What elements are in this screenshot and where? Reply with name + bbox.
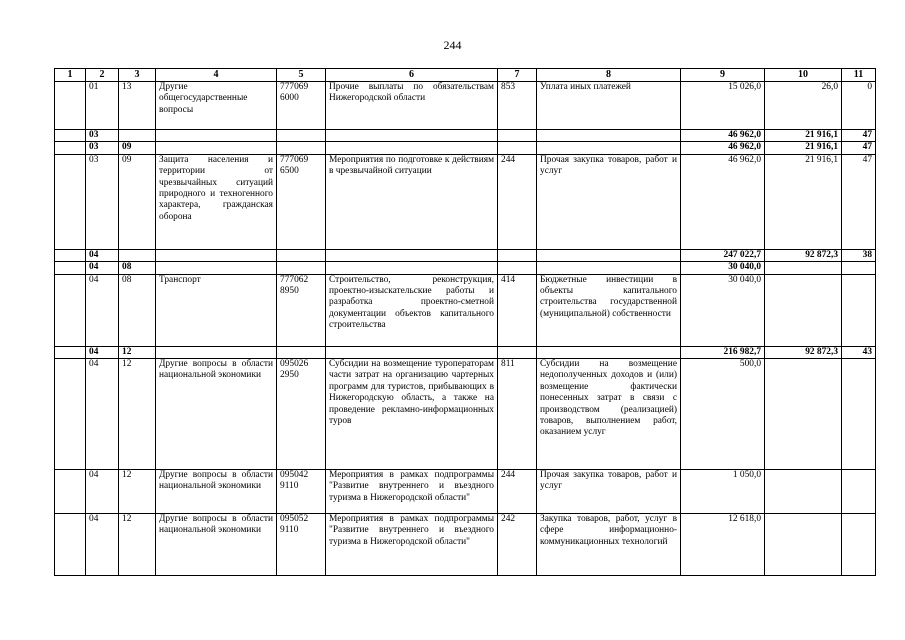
percent-cell: [842, 262, 876, 274]
section-code-cell: 04: [86, 249, 119, 261]
executed-amount-cell: 21 916,1: [765, 130, 842, 142]
blank-cell: [55, 274, 86, 346]
section-code-cell: 04: [86, 346, 119, 358]
percent-cell: [842, 514, 876, 576]
table-row: [55, 82, 876, 130]
subtotal-row: [55, 346, 876, 358]
table-row: [55, 274, 876, 346]
column-header: 7: [498, 69, 537, 82]
executed-amount-cell: [765, 262, 842, 274]
subsection-code-cell: 13: [119, 82, 156, 130]
executed-amount-cell: [765, 274, 842, 346]
blank-cell: [55, 514, 86, 576]
section-code-cell: 03: [86, 142, 119, 154]
article-name-cell: [326, 346, 498, 358]
subtotal-row: [55, 142, 876, 154]
expense-type-cell: [498, 249, 537, 261]
planned-amount-cell: 1 050,0: [681, 470, 765, 514]
expense-type-cell: [498, 262, 537, 274]
subsection-code-cell: 12: [119, 346, 156, 358]
planned-amount-cell: 247 022,7: [681, 249, 765, 261]
subtotal-row: [55, 262, 876, 274]
executed-amount-cell: 26,0: [765, 82, 842, 130]
column-header: 8: [537, 69, 681, 82]
percent-cell: 43: [842, 346, 876, 358]
column-header: 11: [842, 69, 876, 82]
article-name-cell: Прочие выплаты по обязательствам Нижегородской области: [326, 82, 498, 130]
subsection-code-cell: 09: [119, 154, 156, 249]
blank-cell: [55, 249, 86, 261]
percent-cell: 47: [842, 130, 876, 142]
section-name-cell: Защита населения и территории от чрезвычайных ситуаций природного и техногенного характера, гражданская оборона: [156, 154, 277, 249]
expense-type-name-cell: [537, 142, 681, 154]
planned-amount-cell: 500,0: [681, 359, 765, 470]
executed-amount-cell: 92 872,3: [765, 249, 842, 261]
executed-amount-cell: [765, 470, 842, 514]
section-code-cell: 04: [86, 274, 119, 346]
expense-type-name-cell: [537, 130, 681, 142]
target-article-cell: 095052 9110: [277, 514, 326, 576]
table-row: [55, 514, 876, 576]
table-row: [55, 359, 876, 470]
subsection-code-cell: 12: [119, 470, 156, 514]
executed-amount-cell: 21 916,1: [765, 142, 842, 154]
expense-type-cell: 853: [498, 82, 537, 130]
expense-type-name-cell: Бюджетные инвестиции в объекты капитального строительства государственной (муниципальной) собственности: [537, 274, 681, 346]
column-header: 1: [55, 69, 86, 82]
section-code-cell: 04: [86, 359, 119, 470]
target-article-cell: [277, 346, 326, 358]
section-code-cell: 01: [86, 82, 119, 130]
article-name-cell: [326, 142, 498, 154]
article-name-cell: Строительство, реконструкция, проектно-изыскательские работы и разработка проектно-сметной документации объектов капитального строительства: [326, 274, 498, 346]
blank-cell: [55, 470, 86, 514]
article-name-cell: Субсидии на возмещение туроператорам части затрат на организацию чартерных программ для туристов, прибывающих в Нижегородскую область, а также на проведение рекламно-информационных туров: [326, 359, 498, 470]
expense-type-name-cell: Закупка товаров, работ, услуг в сфере информационно-коммуникационных технологий: [537, 514, 681, 576]
article-name-cell: [326, 130, 498, 142]
subsection-code-cell: 08: [119, 274, 156, 346]
section-name-cell: Другие вопросы в области национальной экономики: [156, 359, 277, 470]
article-name-cell: [326, 262, 498, 274]
expense-type-name-cell: [537, 249, 681, 261]
percent-cell: 47: [842, 142, 876, 154]
planned-amount-cell: 216 982,7: [681, 346, 765, 358]
expense-type-cell: 242: [498, 514, 537, 576]
section-code-cell: 04: [86, 514, 119, 576]
subsection-code-cell: 12: [119, 359, 156, 470]
blank-cell: [55, 154, 86, 249]
target-article-cell: 095042 9110: [277, 470, 326, 514]
subsection-code-cell: 12: [119, 514, 156, 576]
section-name-cell: Другие вопросы в области национальной экономики: [156, 470, 277, 514]
section-name-cell: [156, 249, 277, 261]
column-header: 2: [86, 69, 119, 82]
subsection-code-cell: 09: [119, 142, 156, 154]
subsection-code-cell: [119, 249, 156, 261]
planned-amount-cell: 30 040,0: [681, 274, 765, 346]
blank-cell: [55, 262, 86, 274]
table-row: [55, 154, 876, 249]
percent-cell: [842, 470, 876, 514]
blank-cell: [55, 359, 86, 470]
target-article-cell: 095026 2950: [277, 359, 326, 470]
planned-amount-cell: 15 026,0: [681, 82, 765, 130]
expense-type-cell: [498, 130, 537, 142]
expense-type-cell: [498, 142, 537, 154]
expense-type-cell: 811: [498, 359, 537, 470]
section-code-cell: 04: [86, 470, 119, 514]
column-header: 4: [156, 69, 277, 82]
article-name-cell: [326, 249, 498, 261]
expense-type-name-cell: Субсидии на возмещение недополученных доходов и (или) возмещение фактически понесенных затрат в связи с производством (реализацией) товаров, выполнением работ, оказанием услуг: [537, 359, 681, 470]
executed-amount-cell: 92 872,3: [765, 346, 842, 358]
section-code-cell: 04: [86, 262, 119, 274]
executed-amount-cell: [765, 514, 842, 576]
expense-type-cell: [498, 346, 537, 358]
column-header: 3: [119, 69, 156, 82]
target-article-cell: [277, 249, 326, 261]
subtotal-row: [55, 249, 876, 261]
table-row: [55, 470, 876, 514]
article-name-cell: Мероприятия в рамках подпрограммы "Развитие внутреннего и въездного туризма в Нижегородской области": [326, 470, 498, 514]
section-name-cell: Транспорт: [156, 274, 277, 346]
column-header: 5: [277, 69, 326, 82]
subsection-code-cell: [119, 130, 156, 142]
expense-type-cell: 414: [498, 274, 537, 346]
target-article-cell: [277, 262, 326, 274]
expense-type-name-cell: Прочая закупка товаров, работ и услуг: [537, 154, 681, 249]
subtotal-row: [55, 130, 876, 142]
target-article-cell: 777069 6500: [277, 154, 326, 249]
column-header: 6: [326, 69, 498, 82]
executed-amount-cell: [765, 359, 842, 470]
percent-cell: 47: [842, 154, 876, 249]
planned-amount-cell: 30 040,0: [681, 262, 765, 274]
subsection-code-cell: 08: [119, 262, 156, 274]
expense-type-name-cell: [537, 346, 681, 358]
section-name-cell: [156, 262, 277, 274]
planned-amount-cell: 46 962,0: [681, 154, 765, 249]
page-number: 244: [443, 38, 462, 52]
target-article-cell: 777062 8950: [277, 274, 326, 346]
target-article-cell: 777069 6000: [277, 82, 326, 130]
percent-cell: [842, 274, 876, 346]
target-article-cell: [277, 130, 326, 142]
expense-type-cell: 244: [498, 154, 537, 249]
section-name-cell: Другие общегосударственные вопросы: [156, 82, 277, 130]
expense-type-cell: 244: [498, 470, 537, 514]
article-name-cell: Мероприятия в рамках подпрограммы "Развитие внутреннего и въездного туризма в Нижегородской области": [326, 514, 498, 576]
header-row: [55, 69, 876, 82]
percent-cell: 38: [842, 249, 876, 261]
blank-cell: [55, 82, 86, 130]
planned-amount-cell: 46 962,0: [681, 130, 765, 142]
planned-amount-cell: 46 962,0: [681, 142, 765, 154]
section-name-cell: [156, 130, 277, 142]
column-header: 10: [765, 69, 842, 82]
section-code-cell: 03: [86, 130, 119, 142]
target-article-cell: [277, 142, 326, 154]
column-header: 9: [681, 69, 765, 82]
blank-cell: [55, 142, 86, 154]
section-name-cell: [156, 142, 277, 154]
section-name-cell: Другие вопросы в области национальной экономики: [156, 514, 277, 576]
expense-type-name-cell: Уплата иных платежей: [537, 82, 681, 130]
expense-type-name-cell: Прочая закупка товаров, работ и услуг: [537, 470, 681, 514]
blank-cell: [55, 346, 86, 358]
blank-cell: [55, 130, 86, 142]
percent-cell: 0: [842, 82, 876, 130]
expense-type-name-cell: [537, 262, 681, 274]
section-name-cell: [156, 346, 277, 358]
planned-amount-cell: 12 618,0: [681, 514, 765, 576]
article-name-cell: Мероприятия по подготовке к действиям в чрезвычайной ситуации: [326, 154, 498, 249]
percent-cell: [842, 359, 876, 470]
section-code-cell: 03: [86, 154, 119, 249]
budget-table: [54, 68, 876, 576]
executed-amount-cell: 21 916,1: [765, 154, 842, 249]
